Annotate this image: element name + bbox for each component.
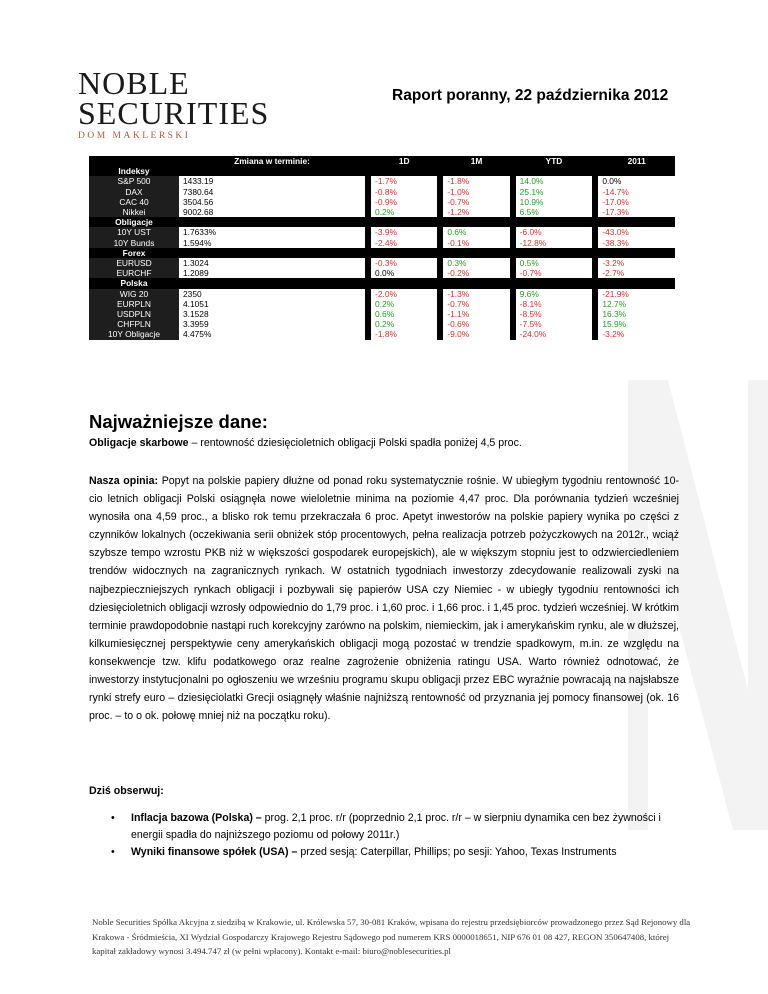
instrument-price: 1.2089: [179, 268, 365, 278]
section-label: Forex: [89, 248, 179, 258]
change-y2011: -2.7%: [598, 268, 675, 278]
change-m1: -0.1%: [443, 238, 509, 248]
paragraph-opinion: [89, 472, 679, 725]
table-row: [89, 299, 675, 309]
change-m1: -0.7%: [443, 197, 509, 207]
table-row: [89, 258, 675, 268]
instrument-price: 9002.68: [179, 207, 365, 217]
change-m1: -1.8%: [443, 176, 509, 186]
section-title: Najważniejsze dane:: [89, 411, 268, 432]
instrument-price: 4.475%: [179, 329, 365, 339]
instrument-price: 3.3959: [179, 319, 365, 329]
instrument-price: 1.3024: [179, 258, 365, 268]
logo-subtitle: DOM MAKLERSKI: [78, 131, 191, 141]
change-y2011: -38.3%: [598, 238, 675, 248]
instrument-name: CHFPLN: [89, 319, 179, 329]
table-row: [89, 176, 675, 186]
change-m1: -0.6%: [443, 319, 509, 329]
change-d1: -1.7%: [371, 176, 437, 186]
table-header-row: [89, 156, 675, 166]
section-row: [89, 217, 675, 227]
instrument-name: CAC 40: [89, 197, 179, 207]
instrument-name: 10Y Obligacje: [89, 329, 179, 339]
instrument-name: 10Y UST: [89, 227, 179, 237]
paragraph-opinion-lead: Nasza opinia:: [89, 475, 159, 487]
instrument-name: USDPLN: [89, 309, 179, 319]
change-y2011: 15.9%: [598, 319, 675, 329]
header-corner: [89, 156, 179, 166]
table-row: [89, 319, 675, 329]
company-logo: [78, 65, 270, 141]
instrument-name: EURPLN: [89, 299, 179, 309]
header-label: Zmiana w terminie:: [179, 156, 365, 166]
instrument-price: 1.594%: [179, 238, 365, 248]
report-title: Raport poranny, 22 października 2012: [392, 87, 669, 104]
change-m1: -0.7%: [443, 299, 509, 309]
change-y2011: -17.0%: [598, 197, 675, 207]
table-row: [89, 238, 675, 248]
table-row: [89, 197, 675, 207]
change-y2011: -17.3%: [598, 207, 675, 217]
watch-item-text: przed sesją: Caterpillar, Phillips; po sesji: Yahoo, Texas Instruments: [297, 846, 617, 858]
bullet-icon: •: [111, 846, 115, 858]
change-m1: -0.2%: [443, 268, 509, 278]
instrument-price: 7380.64: [179, 187, 365, 197]
list-item: [89, 844, 689, 861]
change-ytd: 25.1%: [516, 187, 593, 197]
change-m1: -1.1%: [443, 309, 509, 319]
section-label: Polska: [89, 278, 179, 288]
change-ytd: -0.7%: [516, 268, 593, 278]
change-y2011: -43.0%: [598, 227, 675, 237]
paragraph-opinion-text: Popyt na polskie papiery dłużne od ponad roku systematycznie rośnie. W ubiegłym tygodniu rentowność 10-cio letnich obligacji Polski osiągnęła nowe wieloletnie minima na poziomie 4,47 proc. Dla porównania tydzień wcześniej wynosiła ona 4,59 proc., a blisko rok temu przekraczała 6 proc. Apetyt inwestorów na polskie papiery wynika po części z czynników lokalnych (oczekiwania serii obniżek stóp procentowych, pełna realizacja potrzeb pożyczkowych na 2012r., wciąż szybsze tempo wzrostu PKB niż w większości gospodarek europejskich), ale w większym stopniu jest to odzwierciedleniem trendów widocznych na zagranicznych rynkach. W ostatnich tygodniach inwestorzy zdecydowanie realizowali zyski na najbezpieczniejszych rynkach obligacji i pozbywali się papierów USA czy Niemiec - w ubiegły tygodniu rentowności ich dziesięcioletnich obligacji wzrosły odpowiednio do 1,79 proc. i 1,60 proc. i 1,66 proc. i 1,45 proc. tydzień wcześniej. W krótkim terminie prawdopodobnie nastąpi ruch korekcyjny zarówno na polskim, niemieckim, jak i amerykańskim rynku, ale w dłuższej, kilkumiesięcznej perspektywie ceny amerykańskich obligacji mogą pozostać w trendzie spadkowym, m.in. ze względu na konsekwencje tzw. klifu podatkowego oraz realne zagrożenie obniżenia ratingu USA. Warto również odnotować, że inwestorzy instytucjonalni po ogłoszeniu we wrześniu programu skupu obligacji przez EBC wyraźnie powracają na najsłabsze rynki strefy euro – dziesięciolatki Grecji osiągnęły właśnie najniższą rentowność od przyznania jej pomocy finansowej (ok. 16 proc. – to o ok. połowę mniej niż na początku roku).: [89, 475, 679, 723]
change-d1: -2.4%: [371, 238, 437, 248]
change-ytd: -8.5%: [516, 309, 593, 319]
change-ytd: -6.0%: [516, 227, 593, 237]
watch-item-lead: Inflacja bazowa (Polska) –: [131, 812, 262, 824]
logo-line-2: SECURITIES: [78, 95, 270, 131]
instrument-price: 2350: [179, 289, 365, 299]
section-row: [89, 248, 675, 258]
list-item: [89, 810, 689, 844]
instrument-price: 1.7633%: [179, 227, 365, 237]
market-table: [89, 156, 675, 340]
paragraph-bonds: [89, 434, 679, 452]
table-row: [89, 187, 675, 197]
change-d1: 0.6%: [371, 309, 437, 319]
watch-title: Dziś obserwuj:: [89, 785, 164, 797]
section-label: Indeksy: [89, 166, 179, 176]
change-y2011: -3.2%: [598, 329, 675, 339]
change-d1: 0.2%: [371, 319, 437, 329]
instrument-name: DAX: [89, 187, 179, 197]
change-m1: 0.6%: [443, 227, 509, 237]
change-m1: 0.3%: [443, 258, 509, 268]
section-row: [89, 278, 675, 288]
change-d1: -0.3%: [371, 258, 437, 268]
change-m1: -1.2%: [443, 207, 509, 217]
header-1d: 1D: [371, 156, 437, 166]
header-1m: 1M: [443, 156, 509, 166]
paragraph-bonds-lead: Obligacje skarbowe: [89, 437, 189, 449]
change-y2011: 16.3%: [598, 309, 675, 319]
section-row: [89, 166, 675, 176]
instrument-name: EURCHF: [89, 268, 179, 278]
change-y2011: 12.7%: [598, 299, 675, 309]
change-ytd: -8.1%: [516, 299, 593, 309]
change-d1: -1.8%: [371, 329, 437, 339]
change-m1: -1.3%: [443, 289, 509, 299]
instrument-price: 3504.56: [179, 197, 365, 207]
change-ytd: 9.6%: [516, 289, 593, 299]
watch-item-text: prog. 2,1 proc. r/r (poprzednio 2,1 proc. r/r – w sierpniu dynamika cen bez żywności i energii spadła do najniższego poziomu od połowy 2011r.): [131, 812, 661, 841]
change-ytd: -12.8%: [516, 238, 593, 248]
change-d1: -0.9%: [371, 197, 437, 207]
bullet-icon: •: [111, 812, 115, 824]
table-row: [89, 268, 675, 278]
table-row: [89, 309, 675, 319]
instrument-price: 1433.19: [179, 176, 365, 186]
change-ytd: 0.5%: [516, 258, 593, 268]
change-ytd: 14.0%: [516, 176, 593, 186]
header-ytd: YTD: [516, 156, 593, 166]
change-ytd: -7.5%: [516, 319, 593, 329]
change-ytd: -24.0%: [516, 329, 593, 339]
logo-line-1: NOBLE: [78, 65, 190, 101]
table-row: [89, 289, 675, 299]
change-m1: -1.0%: [443, 187, 509, 197]
change-y2011: 0.0%: [598, 176, 675, 186]
change-d1: -0.8%: [371, 187, 437, 197]
section-label: Obligacje: [89, 217, 179, 227]
instrument-price: 3.1528: [179, 309, 365, 319]
header-2011: 2011: [598, 156, 675, 166]
instrument-name: 10Y Bunds: [89, 238, 179, 248]
table-row: [89, 207, 675, 217]
instrument-name: Nikkei: [89, 207, 179, 217]
watch-item-lead: Wyniki finansowe spółek (USA) –: [131, 846, 298, 858]
change-d1: -2.0%: [371, 289, 437, 299]
watch-list: [89, 810, 689, 861]
change-d1: 0.2%: [371, 207, 437, 217]
instrument-name: WIG 20: [89, 289, 179, 299]
change-y2011: -3.2%: [598, 258, 675, 268]
table-row: [89, 227, 675, 237]
instrument-name: EURUSD: [89, 258, 179, 268]
change-y2011: -14.7%: [598, 187, 675, 197]
footer-legal: Noble Securities Spółka Akcyjna z siedzibą w Krakowie, ul. Królewska 57, 30-081 Kraków, wpisana do rejestru przedsiębiorców prowadzonego przez Sąd Rejonowy dla Krakowa - Śródmieścia, XI Wydział Gospodarczy Krajowego Rejestru Sądowego pod numerem KRS 0000018651, NIP 676 01 08 427, REGON 350647408, której kapitał zakładowy wynosi 3.494.747 zł (w pełni wpłacony). Kontakt e-mail: biuro@noblesecurities.pl: [92, 917, 691, 956]
change-ytd: 10.9%: [516, 197, 593, 207]
table-row: [89, 329, 675, 339]
paragraph-bonds-text: – rentowność dziesięcioletnich obligacji Polski spadła poniżej 4,5 proc.: [188, 437, 522, 449]
instrument-price: 4.1051: [179, 299, 365, 309]
instrument-name: S&P 500: [89, 176, 179, 186]
change-d1: -3.9%: [371, 227, 437, 237]
change-ytd: 6.5%: [516, 207, 593, 217]
change-y2011: -21.9%: [598, 289, 675, 299]
change-m1: -9.0%: [443, 329, 509, 339]
change-d1: 0.0%: [371, 268, 437, 278]
change-d1: 0.2%: [371, 299, 437, 309]
